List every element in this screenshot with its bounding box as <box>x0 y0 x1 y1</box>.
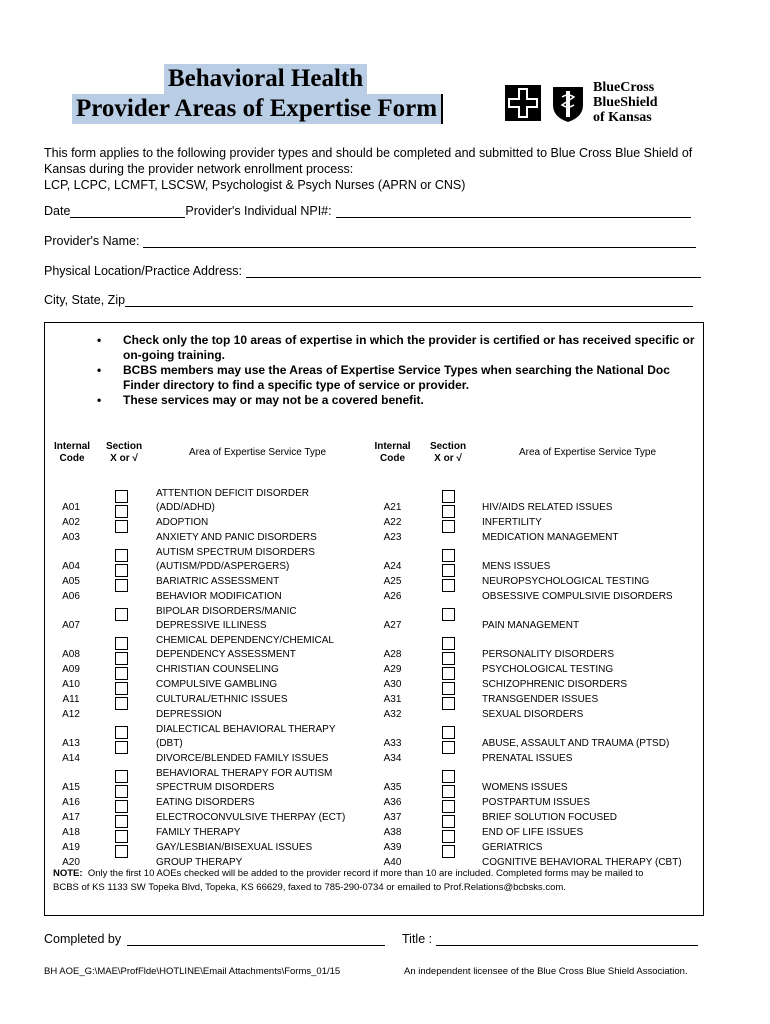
right-code: A38 <box>383 827 402 838</box>
right-code: A32 <box>383 709 402 720</box>
left-area-line-2: (AUTISM/PDD/ASPERGERS) <box>156 561 290 572</box>
left-checkbox[interactable] <box>115 608 128 621</box>
date-field[interactable] <box>70 204 185 218</box>
left-area-line-2: SPECTRUM DISORDERS <box>156 782 275 793</box>
instructions-list <box>97 333 697 409</box>
left-code: A20 <box>62 857 80 868</box>
left-area-line-2: DEPENDENCY ASSESSMENT <box>156 649 296 660</box>
right-area: ABUSE, ASSAULT AND TRAUMA (PTSD) <box>482 738 670 749</box>
note-line-1: Only the first 10 AOEs checked will be added to the provider record if more than 10 are included. Completed forms may be mailed to <box>87 868 644 879</box>
left-checkbox[interactable] <box>115 579 128 592</box>
left-area: AUTISM SPECTRUM DISORDERS <box>156 547 315 558</box>
right-code: A22 <box>383 517 402 528</box>
logo-wordmark <box>593 80 658 125</box>
blue-cross-icon <box>505 85 541 121</box>
right-area: INFERTILITY <box>482 517 542 528</box>
left-area: CHRISTIAN COUNSELING <box>156 664 279 675</box>
left-checkbox[interactable] <box>115 785 128 798</box>
right-code: A33 <box>383 738 402 749</box>
left-area: EATING DISORDERS <box>156 797 255 808</box>
form-title <box>72 64 443 124</box>
title-line-1: Behavioral Health <box>164 64 367 94</box>
note-label: NOTE: <box>53 868 83 879</box>
city-field[interactable] <box>125 293 693 307</box>
left-code: A15 <box>62 782 80 793</box>
left-checkbox[interactable] <box>115 830 128 843</box>
right-code: A35 <box>383 782 402 793</box>
right-area: HIV/AIDS RELATED ISSUES <box>482 502 613 513</box>
header-area-left: Area of Expertise Service Type <box>188 447 327 458</box>
right-area: MEDICATION MANAGEMENT <box>482 532 619 543</box>
header-section-left: Section X or √ <box>105 441 143 464</box>
right-checkbox[interactable] <box>442 785 455 798</box>
left-area: DIALECTICAL BEHAVIORAL THERAPY <box>156 724 336 735</box>
right-checkbox[interactable] <box>442 741 455 754</box>
left-area: BEHAVIOR MODIFICATION <box>156 591 282 602</box>
left-area: CHEMICAL DEPENDENCY/CHEMICAL <box>156 635 334 646</box>
right-area: OBSESSIVE COMPULSIVIE DISORDERS <box>482 591 673 602</box>
instruction-item: • These services may or may not be a covered benefit. <box>97 393 424 407</box>
left-checkbox[interactable] <box>115 549 128 562</box>
left-code: A10 <box>62 679 80 690</box>
header-area-right: Area of Expertise Service Type <box>518 447 657 458</box>
left-checkbox[interactable] <box>115 845 128 858</box>
right-checkbox[interactable] <box>442 682 455 695</box>
right-area: POSTPARTUM ISSUES <box>482 797 590 808</box>
right-code: A26 <box>383 591 402 602</box>
left-checkbox[interactable] <box>115 505 128 518</box>
footer-path: BH AOE_G:\MAE\ProfFlde\HOTLINE\Email Attachments\Forms_01/15 <box>44 966 341 977</box>
title-label: Title : <box>402 932 433 946</box>
left-checkbox[interactable] <box>115 667 128 680</box>
header-internal-code-left: Internal Code <box>53 441 91 464</box>
bcbs-logo <box>505 80 658 125</box>
left-code: A17 <box>62 812 80 823</box>
right-area: WOMENS ISSUES <box>482 782 568 793</box>
left-area: DIVORCE/BLENDED FAMILY ISSUES <box>156 753 329 764</box>
left-checkbox[interactable] <box>115 770 128 783</box>
left-area: ATTENTION DEFICIT DISORDER <box>156 488 309 499</box>
right-code: A40 <box>383 857 402 868</box>
right-area: PAIN MANAGEMENT <box>482 620 580 631</box>
left-checkbox[interactable] <box>115 726 128 739</box>
right-code: A24 <box>383 561 402 572</box>
right-checkbox[interactable] <box>442 697 455 710</box>
left-checkbox[interactable] <box>115 564 128 577</box>
left-code: A13 <box>62 738 80 749</box>
right-area: COGNITIVE BEHAVIORAL THERAPY (CBT) <box>482 857 682 868</box>
note-line-2: BCBS of KS 1133 SW Topeka Blvd, Topeka, KS 66629, faxed to 785-290-0734 or emailed to Prof.Relations@bcbsks.com. <box>53 882 566 893</box>
left-checkbox[interactable] <box>115 652 128 665</box>
left-code: A07 <box>62 620 80 631</box>
left-area: ADOPTION <box>156 517 209 528</box>
instruction-item: • Check only the top 10 areas of expertise in which the provider is certified or has received specific or on-going training. <box>97 333 695 362</box>
logo-line-2: BlueShield <box>593 95 658 110</box>
left-code: A14 <box>62 753 80 764</box>
right-area: PRENATAL ISSUES <box>482 753 573 764</box>
right-code: A39 <box>383 842 402 853</box>
address-row <box>44 264 701 278</box>
right-checkbox[interactable] <box>442 490 455 503</box>
right-area: TRANSGENDER ISSUES <box>482 694 599 705</box>
right-code: A27 <box>383 620 402 631</box>
blue-shield-icon <box>551 83 585 123</box>
right-checkbox[interactable] <box>442 652 455 665</box>
right-checkbox[interactable] <box>442 830 455 843</box>
left-code: A06 <box>62 591 80 602</box>
left-code: A16 <box>62 797 80 808</box>
left-code: A19 <box>62 842 80 853</box>
logo-line-3: of Kansas <box>593 110 652 125</box>
left-area: BIPOLAR DISORDERS/MANIC <box>156 606 297 617</box>
left-code: A04 <box>62 561 80 572</box>
left-code: A09 <box>62 664 80 675</box>
left-code: A12 <box>62 709 80 720</box>
right-checkbox[interactable] <box>442 815 455 828</box>
left-area: GAY/LESBIAN/BISEXUAL ISSUES <box>156 842 313 853</box>
date-npi-row <box>44 204 691 218</box>
right-checkbox[interactable] <box>442 505 455 518</box>
left-code: A18 <box>62 827 80 838</box>
left-checkbox[interactable] <box>115 490 128 503</box>
left-code: A01 <box>62 502 80 513</box>
left-area: BEHAVIORAL THERAPY FOR AUTISM <box>156 768 333 779</box>
instruction-item: • BCBS members may use the Areas of Expertise Service Types when searching the National Doc Finder directory to find a specific type of service or provider. <box>97 363 670 392</box>
right-code: A34 <box>383 753 402 764</box>
completed-by-label: Completed by <box>44 932 122 946</box>
left-code: A11 <box>62 694 80 705</box>
note <box>53 867 693 895</box>
right-area: SCHIZOPHRENIC DISORDERS <box>482 679 628 690</box>
left-code: A08 <box>62 649 80 660</box>
right-checkbox[interactable] <box>442 770 455 783</box>
left-area: CULTURAL/ETHNIC ISSUES <box>156 694 288 705</box>
title-line-2: Provider Areas of Expertise Form <box>72 94 443 124</box>
address-field[interactable] <box>246 264 701 278</box>
left-code: A02 <box>62 517 80 528</box>
title-field[interactable] <box>436 932 698 946</box>
right-code: A36 <box>383 797 402 808</box>
right-code: A37 <box>383 812 402 823</box>
left-area-line-2: (DBT) <box>156 738 183 749</box>
right-area: GERIATRICS <box>482 842 543 853</box>
right-checkbox[interactable] <box>442 637 455 650</box>
intro-line-1: This form applies to the following provider types and should be completed and submitted to Blue Cross Blue Shield of <box>44 146 693 160</box>
right-code: A28 <box>383 649 402 660</box>
city-row <box>44 293 693 307</box>
intro-line-2: Kansas during the provider network enrollment process: <box>44 162 354 176</box>
left-checkbox[interactable] <box>115 815 128 828</box>
left-checkbox[interactable] <box>115 637 128 650</box>
right-code: A25 <box>383 576 402 587</box>
right-area: END OF LIFE ISSUES <box>482 827 584 838</box>
left-area-line-2: (ADD/ADHD) <box>156 502 215 513</box>
left-area: ANXIETY AND PANIC DISORDERS <box>156 532 317 543</box>
left-area-line-2: DEPRESSIVE ILLINESS <box>156 620 267 631</box>
logo-line-1: BlueCross <box>593 80 655 95</box>
left-code: A05 <box>62 576 80 587</box>
right-checkbox[interactable] <box>442 845 455 858</box>
right-code: A23 <box>383 532 402 543</box>
right-checkbox[interactable] <box>442 800 455 813</box>
right-area: SEXUAL DISORDERS <box>482 709 584 720</box>
header-section-right: Section X or √ <box>429 441 467 464</box>
left-area: DEPRESSION <box>156 709 222 720</box>
provider-name-field[interactable] <box>143 234 696 248</box>
title-row <box>402 932 698 946</box>
left-area: COMPULSIVE GAMBLING <box>156 679 278 690</box>
right-area: MENS ISSUES <box>482 561 551 572</box>
expertise-box <box>44 322 704 916</box>
right-code: A21 <box>383 502 402 513</box>
intro-line-3: LCP, LCPC, LCMFT, LSCSW, Psychologist & Psych Nurses (APRN or CNS) <box>44 178 466 192</box>
right-area: PERSONALITY DISORDERS <box>482 649 615 660</box>
address-label: Physical Location/Practice Address: <box>44 264 243 278</box>
right-code: A31 <box>383 694 402 705</box>
provider-name-label: Provider's Name: <box>44 234 140 248</box>
right-checkbox[interactable] <box>442 579 455 592</box>
right-checkbox[interactable] <box>442 520 455 533</box>
right-checkbox[interactable] <box>442 726 455 739</box>
left-checkbox[interactable] <box>115 800 128 813</box>
left-area: BARIATRIC ASSESSMENT <box>156 576 280 587</box>
right-checkbox[interactable] <box>442 549 455 562</box>
right-area: BRIEF SOLUTION FOCUSED <box>482 812 618 823</box>
left-checkbox[interactable] <box>115 697 128 710</box>
provider-name-row <box>44 234 696 248</box>
header-internal-code-right: Internal Code <box>374 441 411 464</box>
left-area: ELECTROCONVULSIVE THERPAY (ECT) <box>156 812 346 823</box>
left-checkbox[interactable] <box>115 520 128 533</box>
left-checkbox[interactable] <box>115 682 128 695</box>
npi-label: Provider's Individual NPI#: <box>185 204 332 218</box>
right-checkbox[interactable] <box>442 667 455 680</box>
right-checkbox[interactable] <box>442 608 455 621</box>
left-checkbox[interactable] <box>115 741 128 754</box>
completed-by-row <box>44 932 385 946</box>
left-area: GROUP THERAPY <box>156 857 243 868</box>
right-code: A30 <box>383 679 402 690</box>
date-label: Date <box>44 204 71 218</box>
left-area: FAMILY THERAPY <box>156 827 241 838</box>
footer-licensee: An independent licensee of the Blue Cross Blue Shield Association. <box>404 966 688 977</box>
intro-text <box>44 145 714 193</box>
right-area: PSYCHOLOGICAL TESTING <box>482 664 614 675</box>
city-label: City, State, Zip <box>44 293 126 307</box>
right-checkbox[interactable] <box>442 564 455 577</box>
npi-field[interactable] <box>336 204 691 218</box>
left-code: A03 <box>62 532 80 543</box>
right-area: NEUROPSYCHOLOGICAL TESTING <box>482 576 650 587</box>
right-code: A29 <box>383 664 402 675</box>
completed-by-field[interactable] <box>127 932 385 946</box>
